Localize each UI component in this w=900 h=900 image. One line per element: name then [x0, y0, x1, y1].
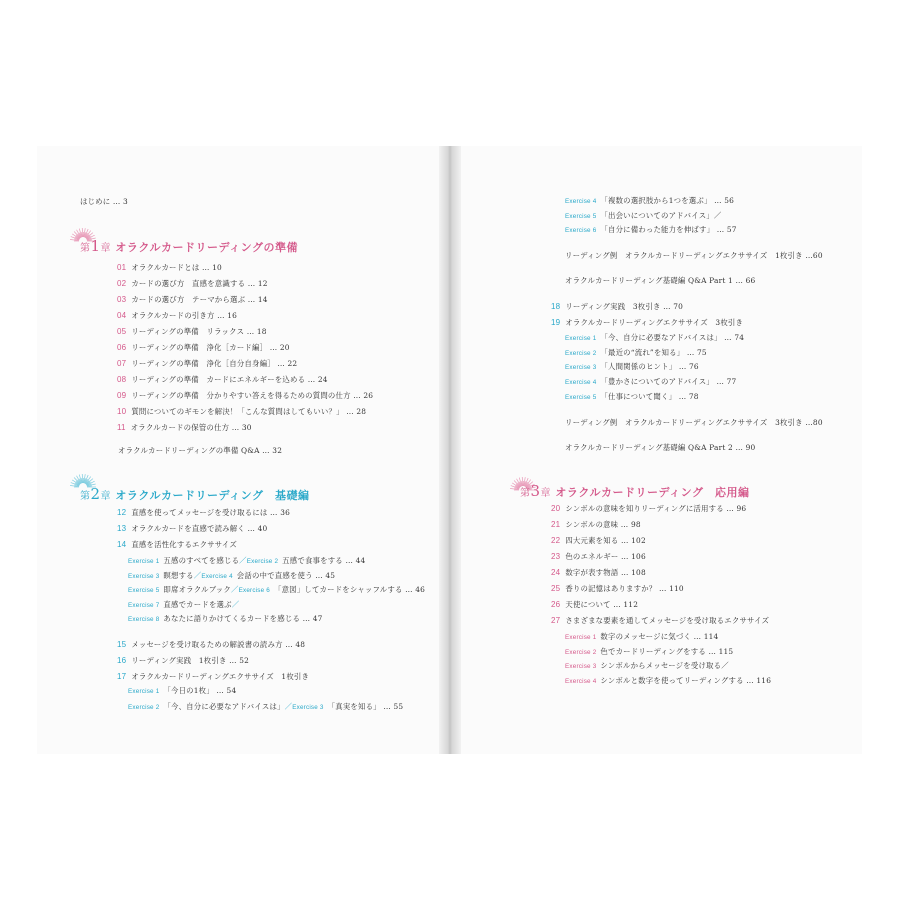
- exercise-label: Exercise 6: [565, 227, 597, 234]
- entry-title: オラクルカードの引き方 … 16: [131, 311, 238, 320]
- entry-title: 天使について … 112: [565, 600, 639, 609]
- exercise-entry: [565, 362, 699, 373]
- exercise-title: 「自分に備わった能力を伸ばす」 … 57: [600, 225, 737, 234]
- exercise-title: 「複数の選択肢から1つを選ぶ」 … 56: [600, 196, 735, 205]
- toc-entry: [551, 600, 638, 610]
- exercise-label: Exercise 5: [565, 212, 597, 220]
- book-gutter: [439, 146, 461, 754]
- entry-number: 03: [117, 295, 127, 304]
- toc-entry: [117, 391, 373, 401]
- exercise-label: Exercise 5: [565, 393, 597, 401]
- separator: ／: [239, 556, 247, 565]
- entry-title: 香りの記憶はありますか？ … 110: [565, 584, 684, 593]
- entry-title: シンボルの意味を知りリーディングに活用する … 96: [565, 504, 747, 513]
- chapter1-suffix: 章: [100, 243, 112, 254]
- entry-number: 13: [117, 524, 127, 533]
- toc-entry: [551, 552, 646, 562]
- exercise-title: 即席オラクルブック: [163, 585, 231, 594]
- entry-title: リーディングの準備 浄化［カード編］ … 20: [131, 343, 290, 352]
- exercise-title: 「今、自分に必要なアドバイスは」: [163, 701, 285, 711]
- exercise-title: 「意図」してカードをシャッフルする … 46: [273, 585, 426, 594]
- entry-number: 18: [551, 302, 561, 311]
- entry-title: 色のエネルギー … 106: [565, 552, 646, 561]
- entry-number: 24: [551, 568, 561, 577]
- entry-number: 22: [551, 536, 561, 545]
- exercise-entry: [128, 600, 239, 611]
- toc-entry: [551, 536, 646, 546]
- separator: ／: [231, 599, 240, 609]
- toc-entry: [117, 656, 249, 666]
- exercise-title: 数字のメッセージに気づく … 114: [600, 632, 719, 641]
- exercise-title: 直感でカードを選ぶ: [163, 599, 232, 609]
- exercise-title: シンボルからメッセージを受け取る／: [600, 661, 729, 670]
- toc-entry: [117, 343, 290, 353]
- toc-entry: [551, 520, 641, 530]
- exercise-label: Exercise 4: [565, 198, 597, 205]
- separator: ／: [230, 585, 239, 594]
- exercise-title: 「真実を知る」 … 55: [327, 701, 404, 711]
- chapter1-heading: [80, 237, 298, 255]
- exercise-label: Exercise 3: [565, 663, 597, 670]
- chapter1-qa: オラクルカードリーディングの準備 Q&A … 32: [118, 446, 283, 455]
- exercise-title: 「仕事について聞く」 … 78: [600, 391, 699, 401]
- toc-entry: [551, 318, 743, 328]
- entry-title: 数字が表す物語 … 108: [565, 568, 646, 577]
- toc-entry: [551, 568, 646, 578]
- chapter3-prefix: 第: [520, 488, 531, 499]
- entry-title: 直感を使ってメッセージを受け取るには … 36: [131, 508, 290, 517]
- entry-number: 01: [117, 263, 127, 272]
- exercise-title: 「出会いについてのアドバイス」／: [600, 210, 722, 220]
- exercise-entry: [565, 392, 699, 403]
- chapter2-title: オラクルカードリーディング 基礎編: [115, 489, 310, 502]
- exercise-title: 「人間関係のヒント」 … 76: [600, 362, 699, 372]
- exercise-title: 「最近の“流れ”を知る」 … 75: [600, 347, 707, 357]
- exercise-label: Exercise 3: [128, 572, 160, 580]
- toc-entry: [117, 279, 268, 289]
- entry-title: カードの選び方 直感を意識する … 12: [131, 279, 268, 288]
- chapter2-number: 2: [90, 485, 101, 503]
- entry-title: シンボルの意味 … 98: [565, 520, 641, 529]
- reading-example-2: リーディング例 オラクルカードリーディングエクササイズ 3枚引き …80: [565, 418, 823, 427]
- separator: ／: [193, 570, 202, 580]
- chapter3-suffix: 章: [540, 488, 552, 499]
- entry-number: 15: [117, 640, 127, 649]
- exercise-label: Exercise 4: [565, 677, 597, 685]
- exercise-entry: [128, 614, 323, 625]
- toc-entry: [117, 359, 297, 369]
- toc-intro: はじめに … 3: [80, 197, 128, 206]
- toc-entry: [117, 423, 252, 433]
- chapter3-title: オラクルカードリーディング 応用編: [555, 486, 750, 499]
- exercise-label: Exercise 4: [201, 572, 233, 580]
- entry-number: 08: [117, 375, 127, 384]
- entry-number: 19: [551, 318, 561, 327]
- toc-entry: [117, 524, 267, 534]
- exercise-title: あなたに語りかけてくるカードを感じる … 47: [163, 614, 323, 623]
- entry-title: 四大元素を知る … 102: [565, 536, 646, 545]
- exercise-title: 五感のすべてを感じる: [163, 556, 240, 565]
- entry-title: カードの選び方 テーマから選ぶ … 14: [131, 295, 268, 304]
- entry-number: 26: [551, 600, 561, 609]
- toc-entry: [117, 540, 237, 550]
- exercise-entry: [128, 556, 365, 567]
- toc-entry: [117, 640, 305, 650]
- entry-title: リーディングの準備 リラックス … 18: [131, 327, 267, 336]
- exercise-label: Exercise 4: [565, 379, 597, 387]
- toc-entry: [117, 263, 222, 273]
- exercise-entry: [565, 632, 718, 643]
- exercise-label: Exercise 1: [128, 688, 160, 695]
- chapter1-prefix: 第: [80, 243, 91, 254]
- entry-title: オラクルカードリーディングエクササイズ 3枚引き: [565, 318, 744, 327]
- exercise-title: 「今日の1枚」 … 54: [163, 686, 237, 695]
- exercise-label: Exercise 2: [128, 703, 160, 711]
- toc-entry: [117, 508, 290, 518]
- exercise-label: Exercise 8: [128, 616, 160, 623]
- exercise-label: Exercise 6: [238, 587, 270, 594]
- chapter1-number: 1: [90, 237, 101, 255]
- exercise-entry: [565, 196, 734, 207]
- exercise-entry: [565, 377, 736, 388]
- entry-number: 09: [117, 391, 127, 400]
- entry-title: オラクルカードを直感で読み解く … 40: [131, 524, 268, 533]
- exercise-title: 「豊かさについてのアドバイス」 … 77: [600, 377, 737, 387]
- entry-title: オラクルカードリーディングエクササイズ 1枚引き: [131, 672, 310, 681]
- exercise-title: 会話の中で直感を使う … 45: [236, 570, 336, 580]
- entry-title: リーディング実践 1枚引き … 52: [131, 656, 250, 665]
- entry-number: 14: [117, 540, 127, 549]
- toc-entry: [551, 302, 683, 312]
- exercise-label: Exercise 3: [292, 703, 324, 711]
- toc-entry: [117, 311, 237, 321]
- exercise-label: Exercise 2: [565, 648, 597, 656]
- exercise-entry: [565, 661, 729, 672]
- exercise-label: Exercise 5: [128, 587, 160, 594]
- toc-entry: [551, 504, 746, 514]
- exercise-label: Exercise 1: [565, 335, 597, 342]
- entry-title: リーディングの準備 カードにエネルギーを込める … 24: [131, 375, 328, 384]
- entry-number: 20: [551, 504, 561, 513]
- toc-entry: [551, 616, 769, 626]
- entry-title: 質問についてのギモンを解決！「こんな質問はしてもいい？」 … 28: [131, 407, 367, 416]
- qa-part-2: オラクルカードリーディング基礎編 Q&A Part 2 … 90: [565, 443, 756, 452]
- entry-number: 25: [551, 584, 561, 593]
- entry-title: リーディングの準備 分かりやすい答えを得るための質問の仕方 … 26: [131, 391, 374, 400]
- exercise-label: Exercise 3: [565, 364, 597, 372]
- toc-entry: [117, 375, 328, 385]
- entry-title: リーディングの準備 浄化［自分自身編］ … 22: [131, 359, 298, 368]
- exercise-label: Exercise 2: [246, 558, 279, 565]
- entry-number: 12: [117, 508, 127, 517]
- exercise-label: Exercise 1: [565, 634, 597, 641]
- entry-title: リーディング実践 3枚引き … 70: [565, 302, 684, 311]
- chapter1-title: オラクルカードリーディングの準備: [115, 241, 298, 254]
- exercise-entry: [128, 571, 335, 582]
- toc-entry: [117, 407, 366, 417]
- entry-title: オラクルカードの保管の仕方 … 30: [130, 423, 252, 432]
- exercise-title: 色でカードリーディングをする … 115: [600, 646, 734, 656]
- entry-title: メッセージを受け取るための解説書の読み方 … 48: [131, 640, 306, 649]
- exercise-title: 五感で食事をする … 44: [282, 556, 366, 565]
- exercise-label: Exercise 1: [128, 558, 160, 565]
- exercise-entry: [565, 211, 722, 222]
- chapter3-heading: [520, 482, 749, 500]
- exercise-entry: [565, 676, 771, 687]
- entry-title: 直感を活性化するエクササイズ: [131, 540, 237, 549]
- entry-title: さまざまな要素を通してメッセージを受け取るエクササイズ: [565, 616, 770, 625]
- exercise-title: 瞑想する: [163, 570, 194, 580]
- entry-number: 11: [117, 423, 126, 432]
- entry-number: 05: [117, 327, 127, 336]
- toc-entry: [117, 672, 309, 682]
- entry-number: 21: [551, 520, 561, 529]
- exercise-title: 「今、自分に必要なアドバイスは」 … 74: [600, 333, 745, 342]
- separator: ／: [284, 701, 293, 711]
- entry-number: 02: [117, 279, 127, 288]
- exercise-entry: [128, 686, 236, 697]
- exercise-entry: [128, 585, 425, 596]
- exercise-entry: [565, 348, 707, 359]
- qa-part-1: オラクルカードリーディング基礎編 Q&A Part 1 … 66: [565, 276, 756, 285]
- entry-number: 23: [551, 552, 561, 561]
- entry-number: 17: [117, 672, 127, 681]
- exercise-entry: [128, 702, 403, 713]
- exercise-entry: [565, 225, 737, 236]
- entry-number: 04: [117, 311, 127, 320]
- entry-title: オラクルカードとは … 10: [131, 263, 222, 272]
- exercise-label: Exercise 7: [128, 601, 160, 609]
- chapter2-suffix: 章: [100, 491, 112, 502]
- chapter2-prefix: 第: [80, 491, 91, 502]
- reading-example-1: リーディング例 オラクルカードリーディングエクササイズ 1枚引き …60: [565, 251, 823, 260]
- toc-entry: [117, 327, 267, 337]
- exercise-entry: [565, 647, 733, 658]
- entry-number: 07: [117, 359, 127, 368]
- chapter2-heading: [80, 485, 309, 503]
- toc-entry: [117, 295, 268, 305]
- exercise-title: シンボルと数字を使ってリーディングする … 116: [600, 675, 772, 685]
- entry-number: 06: [117, 343, 127, 352]
- entry-number: 10: [117, 407, 127, 416]
- entry-number: 16: [117, 656, 127, 665]
- chapter3-number: 3: [530, 482, 541, 500]
- entry-number: 27: [551, 616, 561, 625]
- exercise-entry: [565, 333, 744, 344]
- exercise-label: Exercise 2: [565, 349, 597, 357]
- toc-entry: [551, 584, 684, 594]
